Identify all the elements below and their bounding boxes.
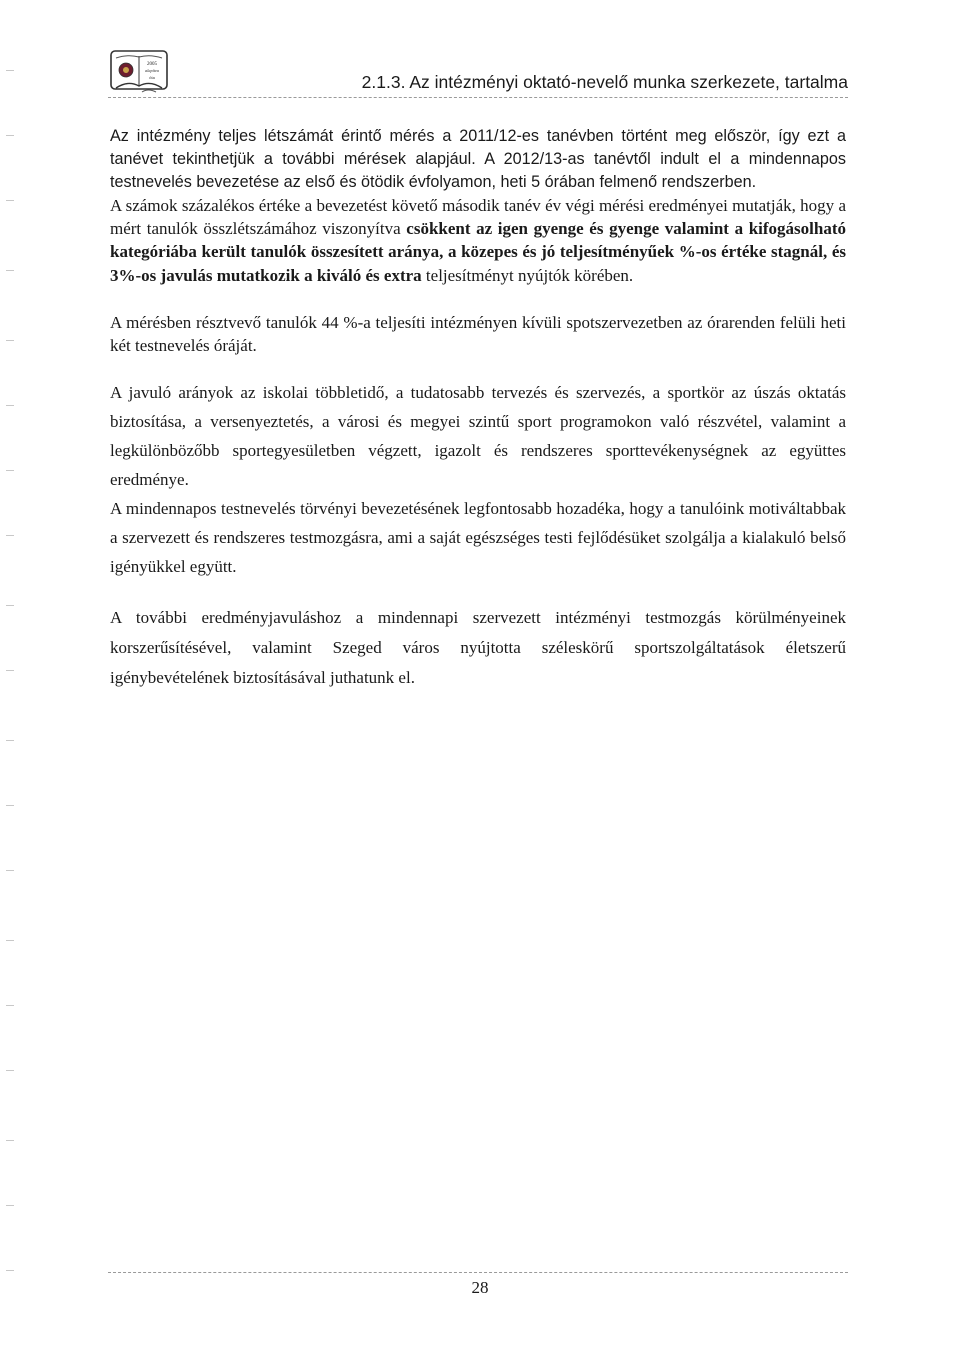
results-text-bold: csökkent az igen gyenge és gyenge valamint a kifogásolható kategóriába került tanulók összesített aránya, a közepes és jó teljesítményűek %-os értéke stagnál, és 3%-os javulás mutatkozik a kiváló és extra — [110, 219, 846, 285]
results-text-start: A számok százalékos értéke a bevezetést követő második tanév év végi mérési eredményei mutatják, hogy a mért tanulók összlétszámához viszonyítva — [110, 196, 846, 239]
svg-text:alapítva: alapítva — [145, 68, 159, 73]
paragraph-participation: A mérésben résztvevő tanulók 44 %-a teljesíti intézményen kívüli spotszervezetben az órarenden felüli heti két testnevelés óráját. — [110, 312, 846, 356]
results-text-end: teljesítményt nyújtók körében. — [421, 265, 634, 285]
svg-text:2005: 2005 — [147, 62, 157, 67]
svg-text:óta: óta — [149, 75, 155, 80]
document-body — [110, 125, 846, 693]
footer-divider — [108, 1272, 848, 1273]
section-title: 2.1.3. Az intézményi oktató-nevelő munka szerkezete, tartalma — [361, 72, 848, 92]
paragraph-daily-pe-benefit: A mindennapos testnevelés törvényi bevezetésének legfontosabb hozadéka, hogy a tanulóink motiváltabbak a szervezett és rendszeres testmozgásra, ami a saját egészséges testi fejlődésüket szolgálja a kialakuló belső igényükkel együtt. — [110, 499, 846, 577]
paragraph-results — [110, 194, 846, 287]
binding-edge-marks — [6, 40, 16, 1330]
page-header — [108, 48, 848, 100]
paragraph-measurement-intro: Az intézmény teljes létszámát érintő mérés a 2011/12-es tanévben történt meg először, így ezt a tanévet tekinthetjük a további mérések alapjául. A 2012/13-as tanévtől indult el a mindennapos testnevelés bevezetése az első és ötödik évfolyamon, heti 5 órában felmenő rendszerben. — [110, 127, 846, 191]
paragraph-future-goals: A további eredményjavuláshoz a mindennapi szervezett intézményi testmozgás körülményeinek korszerűsítésével, valamint Szeged város nyújtotta széleskörű sportszolgáltatások életszerű igénybevételének biztosításával juthatunk el. — [110, 608, 846, 688]
page-number: 28 — [471, 1278, 489, 1297]
school-logo — [108, 48, 170, 96]
paragraph-improvement-reasons: A javuló arányok az iskolai többletidő, a tudatosabb tervezés és szervezés, a sportkör az úszás oktatás biztosítása, a versenyeztetés, a városi és megyei szintű sport programokon való részvétel, valamint a legkülönbözőbb sportegyesületben végzett, igazolt és rendszeres sporttevékenységnek az együttes eredménye. — [110, 383, 846, 490]
header-divider — [108, 97, 848, 98]
